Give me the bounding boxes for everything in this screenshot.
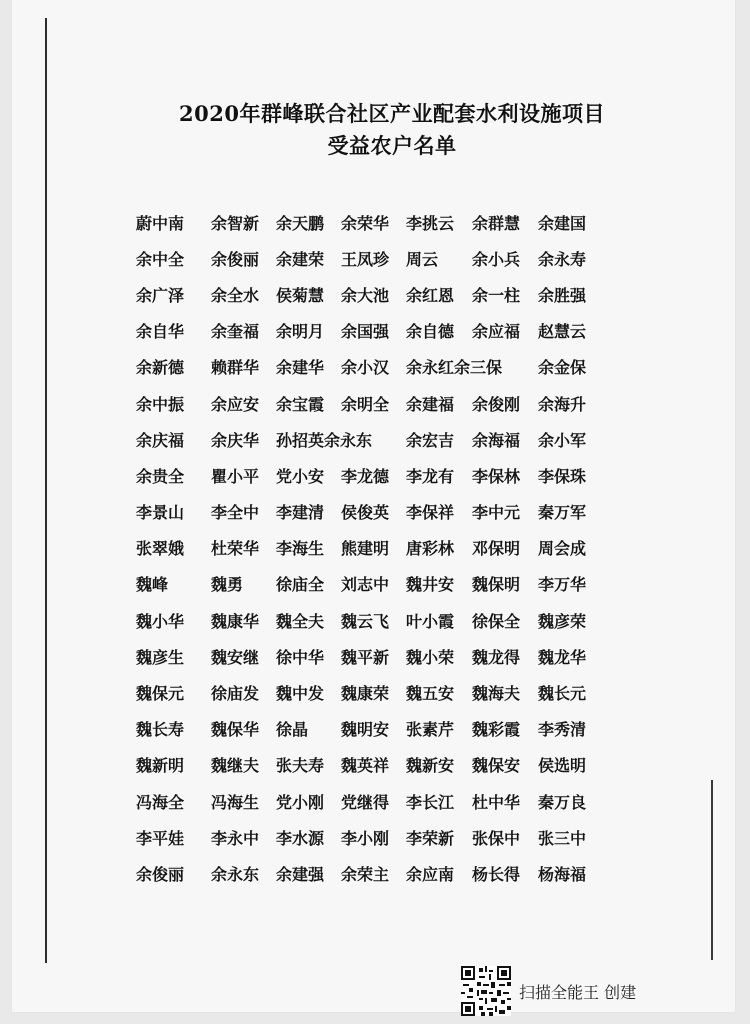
name-cell: 李建清	[276, 503, 325, 523]
name-cell: 冯海生	[211, 792, 260, 812]
name-cell: 党继得	[341, 792, 390, 812]
name-cell: 王凤珍	[341, 249, 390, 269]
scanner-watermark-text: 扫描全能王 创建	[519, 982, 637, 1002]
name-cell: 余海升	[538, 394, 587, 414]
name-cell: 熊建明	[341, 539, 390, 559]
page-right-border	[711, 780, 713, 960]
name-cell: 余广泽	[136, 285, 185, 305]
name-cell: 余明月	[276, 322, 325, 342]
name-cell: 余小兵	[472, 249, 521, 269]
name-cell: 余应福	[472, 322, 521, 342]
name-cell: 魏龙得	[472, 647, 521, 667]
name-cell: 李秀清	[538, 720, 587, 740]
name-cell: 余建华	[276, 358, 325, 378]
name-row	[136, 457, 608, 493]
name-cell: 魏康荣	[341, 684, 390, 704]
name-cell: 李永中	[211, 828, 260, 848]
name-row	[136, 747, 608, 783]
name-row	[136, 349, 608, 385]
name-cell: 余国强	[341, 322, 390, 342]
name-cell: 余中振	[136, 394, 185, 414]
name-cell: 魏彦生	[136, 647, 185, 667]
name-cell: 余天鹏	[276, 213, 325, 233]
name-cell: 余新德	[136, 358, 185, 378]
name-row	[136, 276, 608, 312]
name-cell: 余应南	[406, 864, 455, 884]
name-cell: 余宝霞	[276, 394, 325, 414]
name-cell: 叶小霞	[406, 611, 455, 631]
name-row	[136, 819, 608, 855]
name-cell: 张素芹	[406, 720, 455, 740]
name-row	[136, 313, 608, 349]
name-cell: 余小汉	[341, 358, 390, 378]
name-cell: 魏新明	[136, 756, 185, 776]
name-cell: 李平娃	[136, 828, 185, 848]
name-cell: 李中元	[472, 503, 521, 523]
name-cell: 余群慧	[472, 213, 521, 233]
name-row	[136, 204, 608, 240]
name-cell: 余贵全	[136, 466, 185, 486]
name-cell: 魏小荣	[406, 647, 455, 667]
name-cell: 李保祥	[406, 503, 455, 523]
name-cell: 魏峰	[136, 575, 169, 595]
name-cell: 李万华	[538, 575, 587, 595]
name-cell: 魏平新	[341, 647, 390, 667]
name-cell: 余俊丽	[136, 864, 185, 884]
name-cell: 魏安继	[211, 647, 260, 667]
name-cell: 徐庙全	[276, 575, 325, 595]
name-cell: 余自华	[136, 322, 185, 342]
title-line-1: 2020年群峰联合社区产业配套水利设施项目	[179, 101, 605, 126]
name-row	[136, 494, 608, 530]
name-cell: 魏勇	[211, 575, 244, 595]
name-cell: 张翠娥	[136, 539, 185, 559]
name-cell: 魏长元	[538, 684, 587, 704]
name-cell: 杜荣华	[211, 539, 260, 559]
name-cell: 李长江	[406, 792, 455, 812]
name-cell: 余智新	[211, 213, 260, 233]
name-cell: 魏五安	[406, 684, 455, 704]
name-cell: 张保中	[472, 828, 521, 848]
name-cell: 魏彦荣	[538, 611, 587, 631]
name-cell: 余庆福	[136, 430, 185, 450]
name-row	[136, 711, 608, 747]
name-cell: 魏龙华	[538, 647, 587, 667]
name-row	[136, 674, 608, 710]
name-cell: 余建强	[276, 864, 325, 884]
document-page	[12, 0, 735, 1012]
name-cell: 李小刚	[341, 828, 390, 848]
name-cell: 徐中华	[276, 647, 325, 667]
name-cell: 余明全	[341, 394, 390, 414]
qr-code-icon	[461, 966, 511, 1016]
name-cell: 魏井安	[406, 575, 455, 595]
name-cell: 魏小华	[136, 611, 185, 631]
name-cell: 周会成	[538, 539, 587, 559]
name-cell: 余一柱	[472, 285, 521, 305]
name-row	[136, 638, 608, 674]
name-cell: 魏彩霞	[472, 720, 521, 740]
name-cell: 余金保	[538, 358, 587, 378]
name-cell: 余建国	[538, 213, 587, 233]
name-cell: 魏长寿	[136, 720, 185, 740]
name-cell: 魏保华	[211, 720, 260, 740]
name-cell: 李龙德	[341, 466, 390, 486]
name-cell: 徐保全	[472, 611, 521, 631]
name-cell: 冯海全	[136, 792, 185, 812]
name-cell: 赵慧云	[538, 322, 587, 342]
name-cell: 张夫寿	[276, 756, 325, 776]
name-row	[136, 240, 608, 276]
name-cell: 魏海夫	[472, 684, 521, 704]
name-cell: 余庆华	[211, 430, 260, 450]
name-cell: 徐庙发	[211, 684, 260, 704]
name-cell: 余永寿	[538, 249, 587, 269]
name-cell: 侯俊英	[341, 503, 390, 523]
name-cell: 赖群华	[211, 358, 260, 378]
name-cell: 李全中	[211, 503, 260, 523]
name-cell: 余荣华	[341, 213, 390, 233]
name-cell: 魏全夫	[276, 611, 325, 631]
name-cell: 李海生	[276, 539, 325, 559]
name-cell: 李保林	[472, 466, 521, 486]
name-cell: 余建荣	[276, 249, 325, 269]
name-cell: 党小安	[276, 466, 325, 486]
name-cell: 魏新安	[406, 756, 455, 776]
name-cell: 魏保元	[136, 684, 185, 704]
name-cell: 周云	[406, 249, 439, 269]
name-cell: 余俊丽	[211, 249, 260, 269]
name-cell: 杜中华	[472, 792, 521, 812]
name-cell: 余荣主	[341, 864, 390, 884]
name-cell: 余俊刚	[472, 394, 521, 414]
name-cell: 秦万军	[538, 503, 587, 523]
name-cell: 侯选明	[538, 756, 587, 776]
name-cell: 李保珠	[538, 466, 587, 486]
name-cell: 侯菊慧	[276, 285, 325, 305]
name-cell: 余自德	[406, 322, 455, 342]
name-cell: 蔚中南	[136, 213, 185, 233]
name-cell: 余应安	[211, 394, 260, 414]
name-row	[136, 855, 608, 891]
name-cell: 余奎福	[211, 322, 260, 342]
name-cell: 孙招英余永东	[276, 430, 373, 450]
name-cell: 张三中	[538, 828, 587, 848]
name-row	[136, 385, 608, 421]
name-cell: 李荣新	[406, 828, 455, 848]
name-cell: 李挑云	[406, 213, 455, 233]
name-row	[136, 566, 608, 602]
name-cell: 魏明安	[341, 720, 390, 740]
name-cell: 杨海福	[538, 864, 587, 884]
name-cell: 徐晶	[276, 720, 309, 740]
name-cell: 余永东	[211, 864, 260, 884]
beneficiary-name-list	[136, 204, 608, 892]
name-cell: 魏保安	[472, 756, 521, 776]
name-cell: 魏继夫	[211, 756, 260, 776]
name-cell: 唐彩林	[406, 539, 455, 559]
name-row	[136, 530, 608, 566]
name-cell: 余胜强	[538, 285, 587, 305]
name-cell: 李景山	[136, 503, 185, 523]
name-cell: 余大池	[341, 285, 390, 305]
name-cell: 余海福	[472, 430, 521, 450]
name-cell: 魏云飞	[341, 611, 390, 631]
name-cell: 瞿小平	[211, 466, 260, 486]
name-cell: 余红恩	[406, 285, 455, 305]
name-cell: 秦万良	[538, 792, 587, 812]
name-cell: 余小军	[538, 430, 587, 450]
page-left-border	[45, 18, 47, 963]
name-cell: 余中全	[136, 249, 185, 269]
name-cell: 党小刚	[276, 792, 325, 812]
scanner-watermark	[461, 966, 636, 1016]
name-cell: 刘志中	[341, 575, 390, 595]
name-cell: 余宏吉	[406, 430, 455, 450]
name-cell: 邓保明	[472, 539, 521, 559]
document-title	[162, 98, 622, 162]
name-cell: 李龙有	[406, 466, 455, 486]
name-row	[136, 421, 608, 457]
name-cell: 余全水	[211, 285, 260, 305]
name-cell: 李水源	[276, 828, 325, 848]
name-row	[136, 602, 608, 638]
name-cell: 余建福	[406, 394, 455, 414]
name-cell: 魏保明	[472, 575, 521, 595]
name-cell: 余永红余三保	[406, 358, 503, 378]
name-cell: 魏英祥	[341, 756, 390, 776]
title-line-2: 受益农户名单	[327, 133, 457, 158]
name-cell: 魏康华	[211, 611, 260, 631]
name-cell: 魏中发	[276, 684, 325, 704]
name-cell: 杨长得	[472, 864, 521, 884]
name-row	[136, 783, 608, 819]
